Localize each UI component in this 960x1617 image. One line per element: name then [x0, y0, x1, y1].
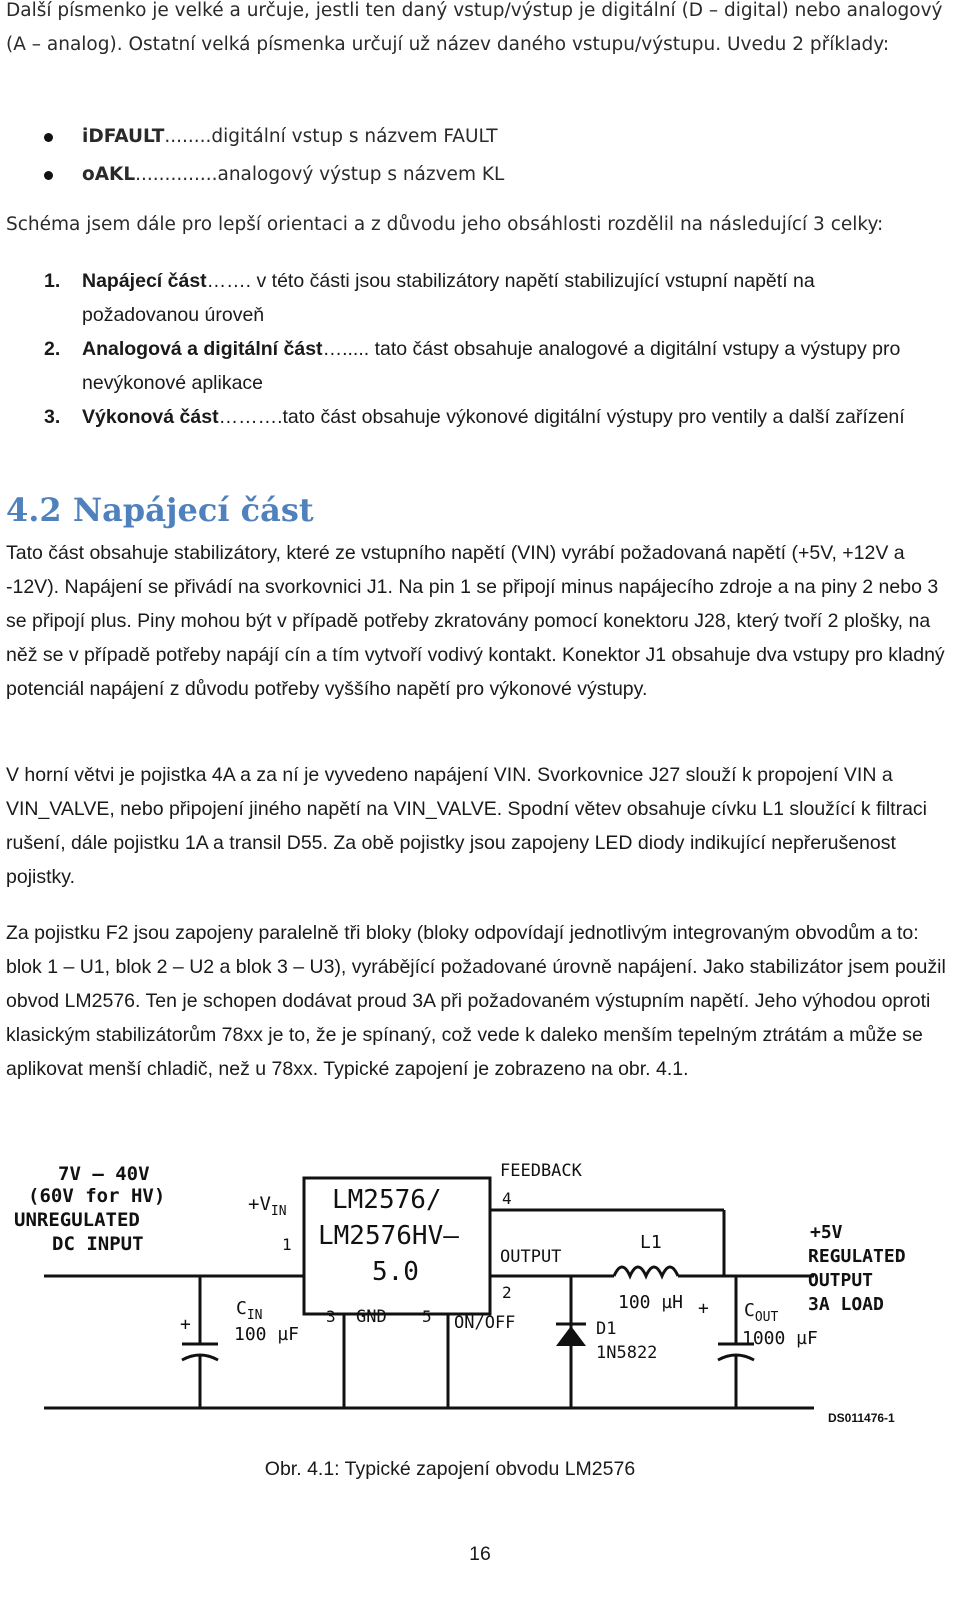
page-number: 16	[469, 1543, 491, 1565]
pin-number: 3	[326, 1307, 336, 1326]
chip-label-line: LM2576HV–	[318, 1221, 459, 1251]
l1-value: 100 µH	[618, 1292, 684, 1313]
cin-label: $C_{IN}$	[236, 1298, 263, 1323]
gnd-label: GND	[356, 1307, 387, 1327]
example-desc: ..............analogový výstup s názvem KL	[135, 164, 505, 185]
list-item	[44, 264, 924, 332]
list-item	[44, 156, 504, 194]
vin-label: $+V_{IN}$	[248, 1193, 287, 1219]
chip-label-line: LM2576/	[332, 1185, 442, 1215]
list-item	[44, 118, 504, 156]
paragraph: Za pojistku F2 jsou zapojeny paralelně tři bloky (bloky odpovídají jednotlivým integrovaným obvodům a to: blok 1 – U1, blok 2 – U2 a blok 3 – U3), vyrábějící požadované úrovně napájení. Jako stabilizátor jsem použil obvod LM2576. Ten je schopen dodávat proud 3A při požadovaném výstupním napětí. Jeho výhodou oproti klasickým stabilizátorům 78xx je to, že je spínaný, což vede k daleko menším tepelným ztrátám a může se aplikovat menší chladič, než u 78xx. Typické zapojení je zobrazeno na obr. 4.1.	[6, 922, 946, 1080]
part-sep: ….....	[322, 338, 375, 360]
pin-number: 1	[282, 1235, 292, 1254]
part-desc: v této části jsou stabilizátory napětí stabilizující vstupní napětí na požadovanou úroveň	[82, 270, 815, 326]
part-title: Analogová a digitální část	[82, 338, 323, 360]
cin-value: 100 µF	[234, 1324, 300, 1345]
part-desc: tato část obsahuje analogové a digitální vstupy a výstupy pro nevýkonové aplikace	[82, 338, 901, 394]
plus-sign: +	[180, 1314, 191, 1335]
examples-list	[44, 118, 504, 194]
pin-number: 2	[502, 1283, 512, 1302]
paragraph: Tato část obsahuje stabilizátory, které ze vstupního napětí (VIN) vyrábí požadovaná napětí (+5V, +12V a -12V). Napájení se přivádí na svorkovnici J1. Na pin 1 se připojí minus napájecího zdroje a na piny 2 nebo 3 se připojí plus. Piny mohou být v případě potřeby zkratovány pomocí konektoru J28, který tvoří 2 plošky, na něž se v případě potřeby napájí cín a tím vytvoří vodivý kontakt. Konektor J1 obsahuje dva vstupy pro kladný potenciál napájení z důvodu potřeby vyššího napětí pro výkonové výstupy.	[6, 542, 945, 700]
example-desc: ........digitální vstup s názvem FAULT	[164, 126, 498, 147]
output-regulated-line: +5V	[810, 1222, 843, 1243]
plus-sign: +	[698, 1298, 709, 1319]
l1-label: L1	[640, 1232, 662, 1253]
reference-code: DS011476-1	[828, 1411, 895, 1425]
paragraph: V horní větvi je pojistka 4A a za ní je vyvedeno napájení VIN. Svorkovnice J27 slouží k propojení VIN a VIN_VALVE, nebo připojení jiného napětí na VIN_VALVE. Spodní větev obsahuje cívku L1 sloužící k filtraci rušení, dále pojistku 1A a transil D55. Za obě pojistky jsou zapojeny LED diody indikující nepřerušenost pojistky.	[6, 764, 928, 888]
list-item	[44, 332, 924, 400]
item-number: 3.	[44, 406, 61, 428]
cout-label: $C_{OUT}$	[744, 1300, 779, 1325]
output-label: OUTPUT	[500, 1247, 562, 1267]
figure-caption	[0, 1458, 960, 1481]
output-regulated-line: OUTPUT	[808, 1270, 874, 1291]
input-label-line: UNREGULATED	[14, 1209, 140, 1231]
input-label-line: 7V – 40V	[58, 1163, 150, 1185]
part-sep: …….	[206, 270, 257, 292]
part-title: Napájecí část	[82, 270, 207, 292]
cout-value: 1000 µF	[742, 1328, 818, 1349]
example-code: iDFAULT	[82, 126, 165, 147]
intro-paragraph: Další písmenko je velké a určuje, jestli ten daný vstup/výstup je digitální (D – digital) nebo analogový (A – analog). Ostatní velká písmenka určují už název daného vstupu/výstupu. Uvedu 2 příklady:	[6, 0, 943, 55]
input-label-line: (60V for HV)	[28, 1185, 166, 1207]
parts-list	[44, 264, 924, 434]
chip-label-line: 5.0	[372, 1257, 419, 1287]
example-code: oAKL	[82, 164, 136, 185]
d1-label: D1	[596, 1319, 617, 1339]
feedback-label: FEEDBACK	[500, 1161, 582, 1181]
bullet-icon	[44, 133, 53, 142]
pin-number: 5	[422, 1307, 432, 1326]
list-item	[44, 400, 924, 434]
pin-number: 4	[502, 1189, 512, 1208]
onoff-label: ON/OFF	[454, 1313, 516, 1333]
part-desc: tato část obsahuje výkonové digitální výstupy pro ventily a další zařízení	[282, 406, 905, 428]
part-title: Výkonová část	[82, 406, 219, 428]
lm2576-schematic	[14, 1158, 914, 1438]
output-regulated-line: 3A LOAD	[808, 1294, 884, 1315]
bullet-icon	[44, 171, 53, 180]
schema-paragraph: Schéma jsem dále pro lepší orientaci a z důvodu jeho obsáhlosti rozdělil na následující 3 celky:	[6, 214, 884, 235]
part-sep: ……….	[218, 406, 283, 428]
d1-value: 1N5822	[596, 1343, 658, 1363]
input-label-line: DC INPUT	[52, 1233, 144, 1255]
caption-text: Obr. 4.1: Typické zapojení obvodu LM2576	[264, 1458, 636, 1480]
output-regulated-line: REGULATED	[808, 1246, 906, 1267]
item-number: 1.	[44, 270, 61, 292]
item-number: 2.	[44, 338, 61, 360]
section-heading: 4.2 Napájecí část	[6, 491, 314, 529]
